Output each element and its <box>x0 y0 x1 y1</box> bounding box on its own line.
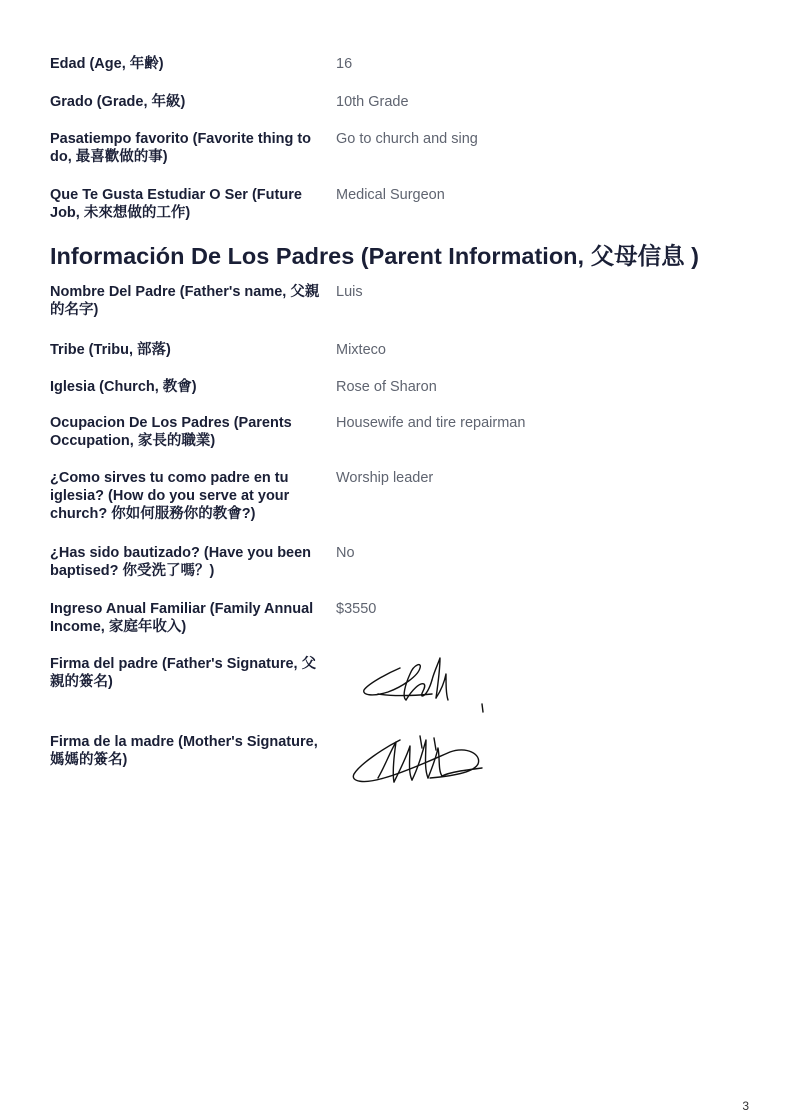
age-value: 16 <box>336 56 353 72</box>
father-name-label: Nombre Del Padre (Father's name, 父親的名字) <box>50 284 320 318</box>
serve-label: ¿Como sirves tu como padre en tu iglesia? (How do you serve at your church? 你如何服務你的教會?) <box>50 470 290 522</box>
page-number: 3 <box>742 1099 749 1113</box>
grade-value: 10th Grade <box>336 94 409 110</box>
father-name-value: Luis <box>336 284 363 300</box>
tribe-value: Mixteco <box>336 342 386 358</box>
father-signature-image <box>360 654 490 716</box>
tribe-label: Tribe (Tribu, 部落) <box>50 342 171 358</box>
mother-signature-label: Firma de la madre (Mother's Signature, 媽媽的簽名) <box>50 734 318 768</box>
future-job-label: Que Te Gusta Estudiar O Ser (Future Job, 未來想做的工作) <box>50 187 302 221</box>
serve-value: Worship leader <box>336 470 434 486</box>
mother-signature-image <box>350 732 490 790</box>
church-value: Rose of Sharon <box>336 379 437 395</box>
future-job-value: Medical Surgeon <box>336 187 445 203</box>
occupation-value: Housewife and tire repairman <box>336 415 526 431</box>
favorite-value: Go to church and sing <box>336 131 478 147</box>
parent-information-heading: Información De Los Padres (Parent Information, 父母信息 ) <box>50 243 699 269</box>
occupation-label: Ocupacion De Los Padres (Parents Occupation, 家長的職業) <box>50 415 292 449</box>
grade-label: Grado (Grade, 年級) <box>50 94 186 110</box>
income-label: Ingreso Anual Familiar (Family Annual Income, 家庭年收入) <box>50 601 314 635</box>
age-label: Edad (Age, 年齢) <box>50 56 164 72</box>
baptized-label: ¿Has sido bautizado? (Have you been baptised? 你受洗了嗎？) <box>50 545 312 579</box>
baptized-value: No <box>336 545 355 561</box>
favorite-label: Pasatiempo favorito (Favorite thing to do, 最喜歡做的事) <box>50 131 312 165</box>
father-signature-label: Firma del padre (Father's Signature, 父親的簽名) <box>50 656 317 690</box>
income-value: $3550 <box>336 601 377 617</box>
church-label: Iglesia (Church, 教會) <box>50 379 197 395</box>
